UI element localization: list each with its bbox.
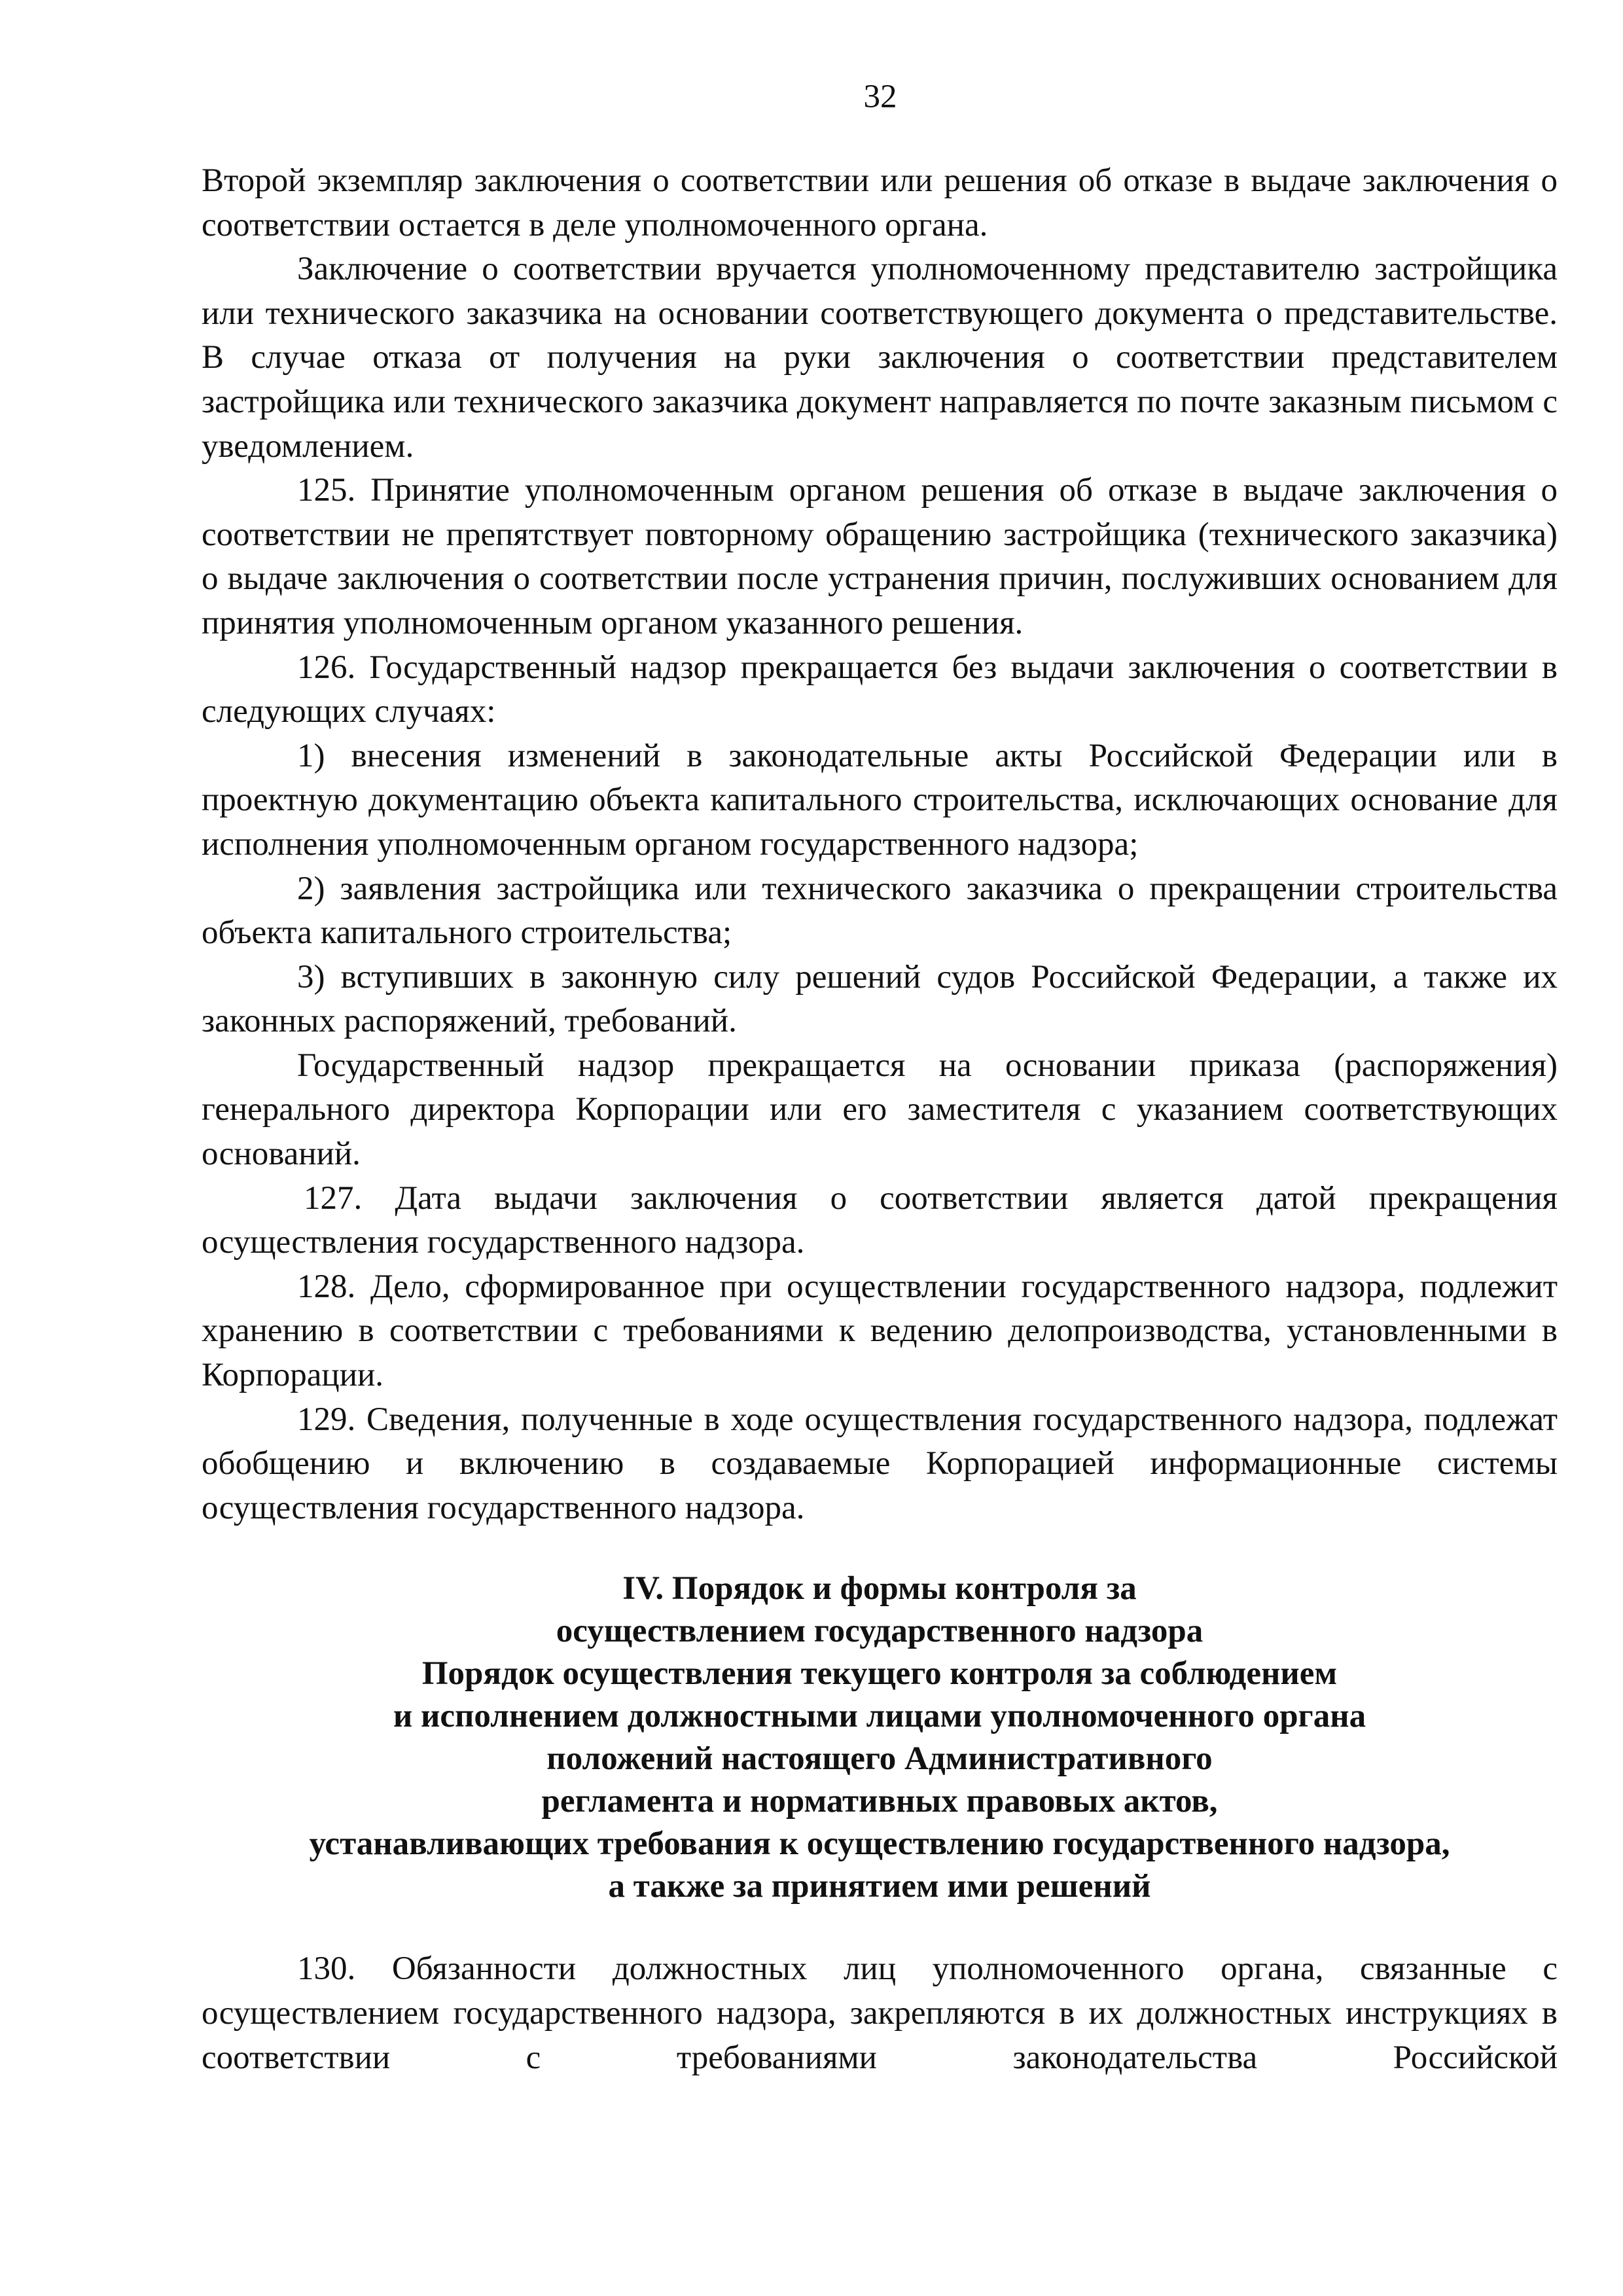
paragraph-125: 125. Принятие уполномоченным органом решения об отказе в выдаче заключения о соответствии не препятствует повторному обращению застройщика (технического заказчика) о выдаче заключения о соответствии после устранения причин, послуживших основанием для принятия уполномоченным органом указанного решения. — [202, 472, 1558, 641]
paragraph-129: 129. Сведения, полученные в ходе осуществления государственного надзора, подлежат обобщению и включению в создаваемые Корпорацией информационные системы осуществления государственного надзора. — [202, 1401, 1558, 1526]
page-number: 32 — [863, 79, 897, 115]
paragraph-second-copy: Второй экземпляр заключения о соответствии или решения об отказе в выдаче заключения о соответствии остается в деле уполномоченного органа. — [202, 162, 1558, 243]
section-heading-line: а также за принятием ими решений — [608, 1868, 1151, 1905]
section-heading-line: регламента и нормативных правовых актов, — [541, 1783, 1218, 1820]
section-heading-line: IV. Порядок и формы контроля за — [622, 1570, 1137, 1607]
section-heading-line: осуществлением государственного надзора — [556, 1613, 1204, 1650]
paragraph-127: 127. Дата выдачи заключения о соответствии является датой прекращения осуществления государственного надзора. — [202, 1179, 1558, 1261]
paragraph-termination-order: Государственный надзор прекращается на основании приказа (распоряжения) генерального директора Корпорации или его заместителя с указанием соответствующих оснований. — [202, 1047, 1558, 1173]
section-heading-line: Порядок осуществления текущего контроля за соблюдением — [421, 1655, 1338, 1693]
list-item-2: 2) заявления застройщика или технического заказчика о прекращении строительства объекта капитального строительства; — [202, 870, 1558, 952]
paragraph-126: 126. Государственный надзор прекращается без выдачи заключения о соответствии в следующих случаях: — [202, 649, 1558, 730]
paragraph-128: 128. Дело, сформированное при осуществлении государственного надзора, подлежит хранению в соответствии с требованиями к ведению делопроизводства, установленными в Корпорации. — [202, 1268, 1558, 1394]
paragraph-130: 130. Обязанности должностных лиц уполномоченного органа, связанные с осуществлением государственного надзора, закрепляются в их должностных инструкциях в соответствии с требованиями законодательства Российской — [202, 1950, 1558, 2076]
section-heading-line: и исполнением должностными лицами уполномоченного органа — [393, 1698, 1366, 1735]
section-heading-line: положений настоящего Административного — [546, 1740, 1213, 1778]
list-item-1: 1) внесения изменений в законодательные акты Российской Федерации или в проектную документацию объекта капитального строительства, исключающих основание для исполнения уполномоченным органом государственного надзора; — [202, 737, 1558, 863]
section-heading — [202, 1530, 1558, 1947]
document-body — [202, 159, 1558, 2080]
paragraph-delivery: Заключение о соответствии вручается уполномоченному представителю застройщика или технического заказчика на основании соответствующего документа о представительстве. В случае отказа от получения на руки заключения о соответствии представителем застройщика или технического заказчика документ направляется по почте заказным письмом с уведомлением. — [202, 251, 1558, 465]
section-heading-line: устанавливающих требования к осуществлению государственного надзора, — [309, 1825, 1450, 1863]
list-item-3: 3) вступивших в законную силу решений судов Российской Федерации, а также их законных распоряжений, требований. — [202, 958, 1558, 1040]
